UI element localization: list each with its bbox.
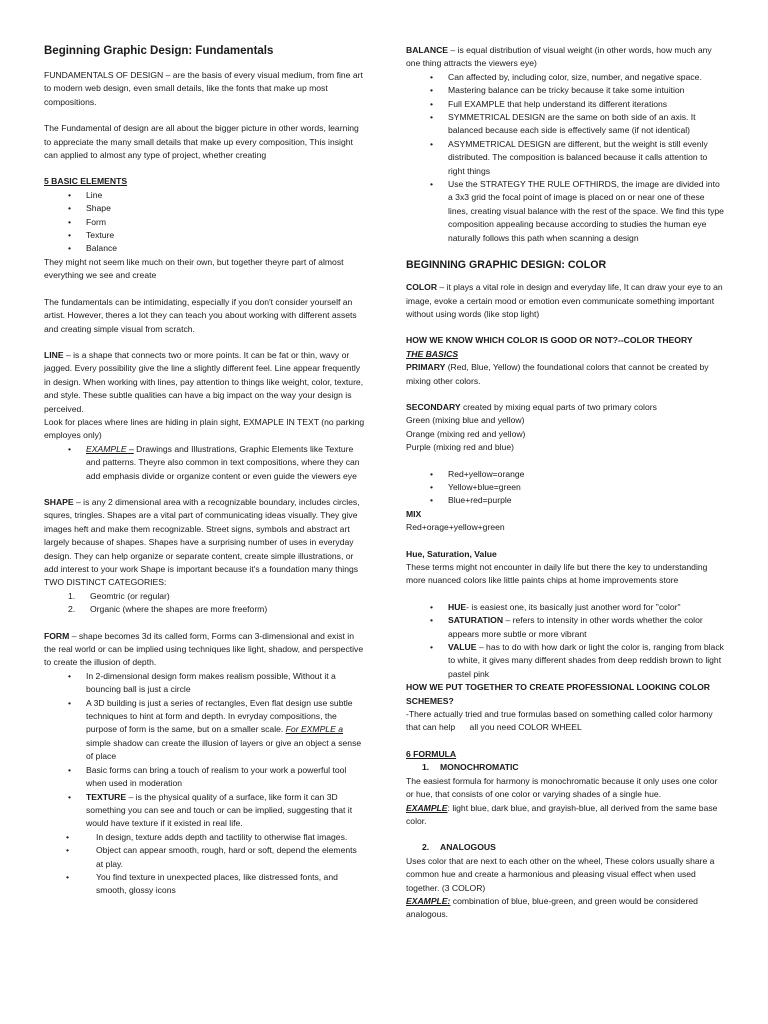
monochromatic-paragraph: The easiest formula for harmony is monochromatic because it only uses one color or hue, that consists of one color or varying shades of a single hue. (406, 775, 718, 800)
list-item: • In 2-dimensional design form makes realism possible, Without it a bouncing ball is just a circle (44, 670, 366, 697)
primary-definition: (Red, Blue, Yellow) the foundational colors that cannot be created by mixing other colors. (406, 362, 709, 386)
list-item: • You find texture in unexpected places, like distressed fonts, and smooth, glossy icons (44, 871, 366, 898)
analogous-example (406, 895, 726, 922)
list-item (44, 697, 366, 764)
right-column (406, 44, 726, 922)
list-text: simple shadow can create the illusion of layers or give an object a sense of place (86, 737, 362, 762)
list-item (44, 590, 366, 603)
analogous-heading (406, 841, 726, 854)
left-column (44, 44, 366, 898)
texture-term: TEXTURE (86, 791, 127, 802)
list-item: • Object can appear smooth, rough, hard or soft, depend the elements at play. (44, 844, 366, 871)
shape-definition: – is any 2 dimensional area with a recognizable boundary, includes circles, squres, tringles. Shapes are a vital part of communicating ideas visually. They give images heft and make them recognizable. Street signs, symbols and abstract art largely because of shapes. Shapes have a surprising number of uses in everyday design. They can help organize or separate content, create simple illustrations, or add interest to your work Shape is important because it's a foundation many things (44, 496, 360, 574)
analogous-title: ANALOGOUS (440, 842, 496, 853)
basics-heading (406, 348, 726, 361)
shape-term: SHAPE (44, 496, 74, 507)
balance-term: BALANCE (406, 45, 449, 55)
primary-term: PRIMARY (406, 362, 446, 373)
secondary-term: SECONDARY (406, 401, 461, 412)
hue-definition: - is easiest one, its basically just another word for "color" (466, 601, 681, 612)
list-item: • Can affected by, including color, size, number, and negative space. (406, 71, 726, 84)
fundamentals-definition: – are the basis of every visual medium, from fine art to modern web design, even small details, like the fonts that make up most compositions. (44, 70, 363, 107)
list-item (406, 601, 726, 614)
primary-paragraph (406, 361, 726, 388)
list-item: • Use the STRATEGY THE RULE OFTHIRDS, the image are divided into a 3x3 grid the focal point of image is placed on or near one of these lines, creating visual balance with the rest of the space. We find this type composition appealing because according to studies the human eye naturally follows this path when scanning a design (406, 178, 726, 245)
color-definition: – it plays a vital role in design and everyday life, It can draw your eye to an image, evoke a certain mood or emotion even communicate something important without using words (like stop light) (406, 282, 723, 319)
list-item (44, 791, 366, 831)
list-item: • SYMMETRICAL DESIGN are the same on both side of an axis. It balanced because each side is effectively same (if not identical) (406, 111, 726, 138)
intimidating-paragraph: The fundamentals can be intimidating, especially if you don't consider yourself an artist. However, theres a lot they can teach you about working with different assets and creating simple visual from scratch. (44, 296, 357, 334)
value-definition: – has to do with how dark or light the color is, ranging from black to white, it gives many different shades from deep reddish brown to light pastel pink (448, 642, 724, 679)
example-label: EXAMPLE – (86, 443, 134, 454)
secondary-line: Purple (mixing red and blue) (406, 442, 514, 453)
color-section-title: BEGINNING GRAPHIC DESIGN: COLOR (406, 259, 607, 272)
secondary-paragraph (406, 401, 726, 414)
hsv-heading-text: Hue, Saturation, Value (406, 548, 497, 559)
line-example-list (44, 443, 366, 483)
form-term: FORM (44, 630, 70, 641)
secondary-definition: created by mixing equal parts of two primary colors (460, 401, 657, 412)
list-item: • Line (44, 189, 366, 202)
list-item: • Texture (44, 229, 366, 242)
color-theory-heading-text: HOW WE KNOW WHICH COLOR IS GOOD OR NOT?--COLOR THEORY (406, 335, 693, 346)
list-item: • In design, texture adds depth and tactility to otherwise flat images. (44, 831, 366, 844)
list-item: • Form (44, 216, 366, 229)
list-number: 1. (422, 762, 430, 773)
saturation-definition: – refers to intensity in other words whether the color appears more subtle or more vibrant (448, 615, 703, 639)
basic-elements-list (44, 189, 366, 256)
value-term: VALUE (448, 642, 477, 653)
list-number: 2. (68, 604, 76, 615)
color-theory-heading (406, 334, 726, 347)
example-label: EXAMPLE (406, 802, 448, 813)
list-text: Geomtric (or regular) (90, 590, 170, 601)
professional-heading (406, 681, 726, 708)
balance-list (406, 71, 726, 245)
mix-line: Red+orage+yellow+green (406, 522, 505, 533)
list-item: • Basic forms can bring a touch of realism to your work a powerful tool when used in moderation (44, 764, 366, 791)
example-text: : light blue, dark blue, and grayish-blue, all derived from the same base color. (406, 802, 718, 826)
monochromatic-title: MONOCHROMATIC (440, 762, 519, 773)
list-number: 1. (68, 590, 76, 601)
example-text: Drawings and Illustrations, Graphic Elements like Texture and patterns. Theyre also common in text compositions, where they can add emphasis divide or organize content or even guide the viewers eye (86, 443, 360, 481)
shape-paragraph (44, 496, 366, 576)
saturation-term: SATURATION (448, 615, 504, 626)
shape-categories-list (44, 590, 366, 617)
color-term: COLOR (406, 282, 438, 293)
hsv-list (406, 601, 726, 681)
list-item (406, 641, 726, 681)
list-text: A 3D building is just a series of rectangles, Even flat design use subtle techniques to hint at form and depth. In evryday compositions, the purpose of form is the same, but on a smaller scale. (86, 697, 353, 735)
line-paragraph (44, 349, 366, 416)
analogous-paragraph: Uses color that are next to each other on the wheel, These colors usually share a common hue and create a harmonious and pleasing visual effect when used together. (3 COLOR) (406, 855, 715, 893)
form-definition: – shape becomes 3d its called form, Forms can 3-dimensional and exist in the real world or can be implied using techniques like light, shadow, and perspective to create the illusion of depth. (44, 630, 364, 668)
list-item: • Mastering balance can be tricky because it take some intuition (406, 84, 726, 97)
document-title: Beginning Graphic Design: Fundamentals (44, 45, 274, 57)
monochromatic-heading (406, 761, 726, 774)
color-paragraph (406, 281, 726, 321)
form-list (44, 670, 366, 831)
list-item: • Blue+red=purple (406, 494, 726, 507)
list-item: • Balance (44, 242, 366, 255)
list-item (44, 603, 366, 616)
line-definition: – is a shape that connects two or more points. It can be fat or thin, wavy or jagged. Every possibility give the line a slightly different feel. Line appear frequently in design. When working with lines, pay attention to things like weight, color, texture, and style. These subtle qualities can have a big impact on the way your design is perceived. (44, 349, 364, 414)
hsv-heading (406, 548, 726, 561)
hsv-paragraph: These terms might not encounter in daily life but there the key to understanding more nuanced colors like little paints chips at home improvements store (406, 562, 708, 586)
example-label: EXAMPLE: (406, 895, 451, 906)
bigpicture-paragraph: The Fundamental of design are all about the bigger picture in other words, learning to appreciate the many small details that make up every composition, This insight can applied to almost any type of project, whether creating (44, 123, 359, 161)
list-item: • Shape (44, 202, 366, 215)
list-number: 2. (422, 842, 430, 853)
secondary-line: Orange (mixing red and yellow) (406, 428, 526, 439)
shape-categories-heading: TWO DISTINCT CATEGORIES: (44, 577, 167, 588)
basic-elements-note: They might not seem like much on their own, but together theyre part of almost everything we see and create (44, 256, 344, 281)
fundamentals-term: FUNDAMENTALS OF DESIGN (44, 70, 164, 80)
balance-paragraph (406, 44, 726, 71)
professional-heading-text: HOW WE PUT TOGETHER TO CREATE PROFESSIONAL LOOKING COLOR SCHEMES? (406, 682, 710, 706)
fundamentals-paragraph (44, 69, 366, 109)
texture-definition: – is the physical quality of a surface, like form it can 3D something you can see and touch or can be implied, suggesting that it would have texture if it existed in real life. (86, 791, 353, 829)
example-text: combination of blue, blue-green, and green would be considered analogous. (406, 895, 698, 920)
line-term: LINE (44, 349, 64, 360)
form-paragraph (44, 630, 366, 670)
example-label: For EXMPLE a (285, 724, 343, 735)
list-item (44, 443, 366, 483)
list-item (406, 614, 726, 641)
formula-heading: 6 FORMULA (406, 748, 457, 759)
hue-term: HUE (448, 601, 467, 612)
mix-heading (406, 508, 726, 521)
list-text: Organic (where the shapes are more freeform) (90, 604, 268, 615)
list-item: • Red+yellow=orange (406, 468, 726, 481)
texture-sub-list (44, 831, 366, 898)
monochromatic-example (406, 802, 726, 829)
basics-heading-text: THE BASICS (406, 348, 459, 359)
basic-elements-heading: 5 BASIC ELEMENTS (44, 176, 128, 187)
mix-heading-text: MIX (406, 508, 422, 519)
secondary-line: Green (mixing blue and yellow) (406, 415, 525, 426)
professional-paragraph: -There actually tried and true formulas based on something called color harmony that can help all you need COLOR WHEEL (406, 709, 716, 733)
balance-definition: – is equal distribution of visual weight (in other words, how much any one thing attracts the viewers eye) (406, 45, 712, 69)
list-item: • ASYMMETRICAL DESIGN are different, but the weight is still evenly distributed. The composition is balanced because it calls attention to right things (406, 138, 726, 178)
list-item: • Yellow+blue=green (406, 481, 726, 494)
mix-list (406, 468, 726, 508)
line-look-paragraph: Look for places where lines are hiding in plain sight, EXMAPLE IN TEXT (no parking employes only) (44, 416, 365, 441)
list-item: • Full EXAMPLE that help understand its different iterations (406, 98, 726, 111)
